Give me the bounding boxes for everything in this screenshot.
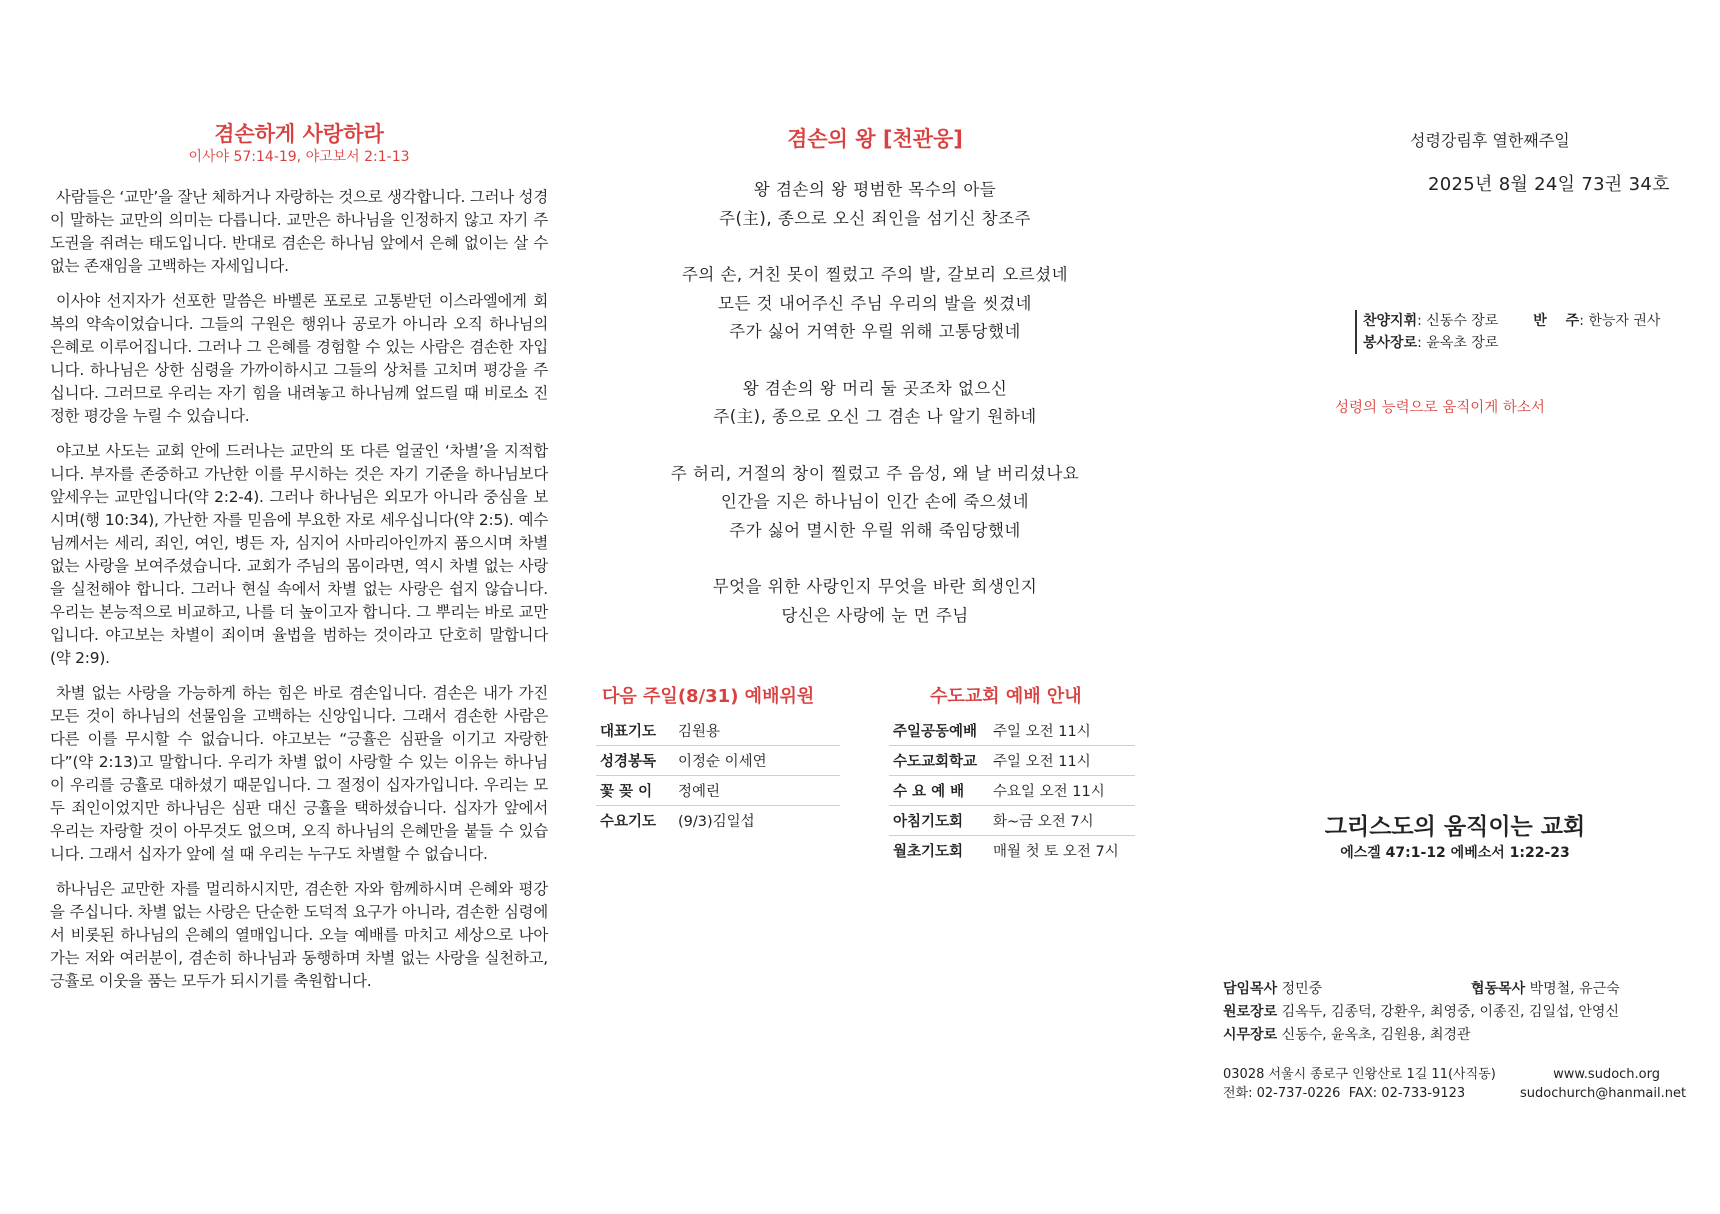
hymn-column (585, 124, 1165, 658)
hymn-line: 왕 겸손의 왕 평범한 목수의 아들 (753, 180, 997, 199)
next-week-role: 꽃 꽂 이 (596, 776, 674, 806)
senior-pastor-label: 담임목사 (1223, 981, 1278, 997)
next-week-table (596, 716, 840, 835)
service-elder-label: 봉사장로 (1363, 335, 1418, 351)
service-elder-value: : 윤옥초 장로 (1417, 335, 1499, 351)
worship-name: 아침기도회 (889, 806, 989, 836)
hymn-stanza (585, 460, 1165, 546)
staff-row (1363, 332, 1660, 354)
sermon-paragraph: 이사야 선지자가 선포한 말씀은 바벨론 포로로 고통받던 이스라엘에게 회복의 약속이었습니다. 그들의 구원은 행위나 공로가 아니라 오직 하나님의 은혜로 이루어집니다. 그러나 그 은혜를 경험할 수 있는 사람은 겸손한 자입니다. 하나님은 상한 심령을 가까이하시고 그들의 상처를 고치며 평강을 주십니다. 그러므로 우리는 자기 힘을 내려놓고 하나님께 엎드릴 때 비로소 진정한 평강을 누릴 수 있습니다. (50, 292, 548, 425)
hymn-stanza (585, 375, 1165, 432)
active-elders-value: 신동수, 윤옥초, 김원용, 최경관 (1281, 1027, 1471, 1043)
church-verse: 에스겔 47:1-12 에베소서 1:22-23 (1340, 845, 1570, 861)
active-elders-label: 시무장로 (1223, 1027, 1278, 1043)
next-week-name: 김원용 (674, 716, 840, 746)
bulletin-date: 2025년 8월 24일 73권 34호 (1428, 174, 1670, 195)
worship-name: 수도교회학교 (889, 746, 989, 776)
next-week-name: 이정순 이세연 (674, 746, 840, 776)
hymn-line: 주가 싫어 거역한 우릴 위해 고통당했네 (729, 322, 1021, 341)
table-row (889, 806, 1135, 836)
choir-label: 찬양지휘 (1363, 313, 1418, 329)
worship-time: 매월 첫 토 오전 7시 (993, 844, 1119, 860)
sermon-paragraph: 하나님은 교만한 자를 멀리하시지만, 겸손한 자와 함께하시며 은혜와 평강을 주십니다. 차별 없는 사랑은 단순한 도덕적 요구가 아니라, 겸손한 심령에서 비롯된 하나님의 은혜의 열매입니다. 오늘 예배를 마치고 세상으로 나아가는 저와 여러분이, 겸손히 하나님과 동행하며 차별 없는 사랑을 실천하고, 긍휼로 이웃을 품는 모두가 되시기를 축원합니다. (50, 880, 548, 990)
next-week-role: 대표기도 (596, 716, 674, 746)
pastor-row (1223, 1024, 1620, 1047)
table-row (889, 716, 1135, 746)
staff-row (1363, 310, 1660, 332)
next-week-name: 정예린 (674, 776, 840, 806)
hymn-line: 인간을 지은 하나님이 인간 손에 죽으셨네 (720, 492, 1030, 511)
church-motto: 성령의 능력으로 움직이게 하소서 (1335, 400, 1545, 416)
worship-guide-table (889, 716, 1135, 865)
sermon-reference: 이사야 57:14-19, 야고보서 2:1-13 (188, 149, 410, 165)
sermon-paragraph: 사람들은 ‘교만’을 잘난 체하거나 자랑하는 것으로 생각합니다. 그러나 성경이 말하는 교만의 의미는 다릅니다. 교만은 하나님을 인정하지 않고 자기 주도권을 쥐려는 태도입니다. 반대로 겸손은 하나님 앞에서 은혜 없이는 살 수 없는 존재임을 고백하는 자세입니다. (50, 188, 548, 275)
accompanist-value: : 한능자 권사 (1579, 313, 1661, 329)
sermon-paragraph: 차별 없는 사랑을 가능하게 하는 힘은 바로 겸손입니다. 겸손은 내가 가진 모든 것이 하나님의 선물임을 고백하는 신앙입니다. 그래서 겸손한 사람은 다른 이를 무시할 수 없습니다. 야고보는 “긍휼은 심판을 이기고 자랑한다”(약 2:13)고 말합니다. 우리가 차별 없이 사랑할 수 있는 이유는 하나님이 우리를 긍휼로 대하셨기 때문입니다. 그 절정이 십자가입니다. 우리는 모두 죄인이었지만 하나님은 심판 대신 긍휼을 택하셨습니다. 십자가 앞에서 우리는 자랑할 것이 아무것도 없으며, 오직 하나님의 은혜만을 붙들 수 있습니다. 그래서 십자가 앞에 설 때 우리는 누구도 차별할 수 없습니다. (50, 684, 548, 863)
sermon-paragraph: 야고보 사도는 교회 안에 드러나는 교만의 또 다른 얼굴인 ‘차별’을 지적합니다. 부자를 존중하고 가난한 이를 무시하는 것은 자기 기준을 하나님보다 앞세우는 교만입니다(약 2:2-4). 그러나 하나님은 외모가 아니라 중심을 보시며(행 10:34), 가난한 자를 믿음에 부요한 자로 세우십니다(약 2:5). 예수님께서는 세리, 죄인, 여인, 병든 자, 심지어 사마리아인까지 품으시며 차별 없는 사랑을 보여주셨습니다. 교회가 주님의 몸이라면, 역시 차별 없는 사랑을 실천해야 합니다. 그러나 현실 속에서 차별 없는 사랑은 쉽지 않습니다. 우리는 본능적으로 비교하고, 나를 더 높이고자 합니다. 그 뿌리는 바로 교만입니다. 야고보는 차별이 죄이며 율법을 범하는 것이라고 단호히 말합니다(약 2:9). (50, 442, 548, 667)
hymn-line: 주(主), 종으로 오신 죄인을 섬기신 창조주 (719, 208, 1031, 228)
sermon-column (50, 120, 548, 1005)
accompanist-label: 반 주 (1533, 313, 1580, 329)
worship-staff (1355, 310, 1660, 354)
contact-links (1520, 1065, 1687, 1103)
hymn-stanza (585, 573, 1165, 630)
church-address: 03028 서울시 종로구 인왕산로 1길 11(사직동) (1223, 1067, 1496, 1082)
hymn-stanza (585, 261, 1165, 347)
hymn-line: 왕 겸손의 왕 머리 둘 곳조차 없으신 (742, 378, 1008, 398)
choir-value: : 신동수 장로 (1417, 313, 1499, 329)
worship-name: 수 요 예 배 (889, 776, 989, 806)
table-row (889, 746, 1135, 776)
pastor-row (1223, 1001, 1620, 1024)
table-row (596, 716, 840, 746)
next-week-title: 다음 주일(8/31) 예배위원 (602, 686, 815, 707)
associate-pastor-label: 협동목사 (1471, 981, 1526, 997)
liturgical-season: 성령강림후 열한째주일 (1410, 131, 1570, 150)
hymn-line: 주의 손, 거친 못이 찔렀고 주의 발, 갈보리 오르셨네 (681, 265, 1069, 284)
church-website[interactable]: www.sudoch.org (1553, 1067, 1660, 1082)
table-row (889, 776, 1135, 806)
elders-value: 김옥두, 김종덕, 강환우, 최영중, 이종진, 김일섭, 안영신 (1281, 1004, 1619, 1020)
pastors-list (1223, 978, 1620, 1047)
hymn-line: 무엇을 위한 사랑인지 무엇을 바란 희생인지 (712, 577, 1038, 596)
contact-info (1223, 1065, 1496, 1103)
hymn-line: 당신은 사랑에 눈 먼 주님 (781, 605, 969, 625)
elders-label: 원로장로 (1223, 1004, 1278, 1020)
church-name: 그리스도의 움직이는 교회 (1324, 814, 1586, 840)
worship-name: 주일공동예배 (889, 716, 989, 746)
hymn-title: 겸손의 왕 [천관웅] (787, 127, 963, 151)
worship-guide-title: 수도교회 예배 안내 (930, 686, 1082, 707)
church-email[interactable]: sudochurch@hanmail.net (1520, 1086, 1687, 1101)
pastor-row (1223, 978, 1620, 1001)
worship-time: 주일 오전 11시 (989, 716, 1135, 746)
sermon-title: 겸손하게 사랑하라 (214, 122, 384, 146)
next-week-role: 수요기도 (600, 814, 657, 830)
worship-time: 주일 오전 11시 (989, 746, 1135, 776)
worship-time: 화~금 오전 7시 (989, 806, 1135, 836)
hymn-line: 주(主), 종으로 오신 그 겸손 나 알기 원하네 (713, 407, 1037, 426)
table-row (596, 776, 840, 806)
hymn-line: 모든 것 내어주신 주님 우리의 발을 씻겼네 (718, 293, 1032, 313)
table-row (596, 806, 840, 836)
next-week-role: 성경봉독 (596, 746, 674, 776)
worship-time: 수요일 오전 11시 (989, 776, 1135, 806)
hymn-stanza (585, 176, 1165, 233)
worship-name: 월초기도회 (893, 844, 964, 860)
next-week-name: (9/3)김일섭 (678, 814, 755, 830)
table-row (596, 746, 840, 776)
senior-pastor-value: 정민중 (1281, 981, 1323, 997)
church-phone: 전화: 02-737-0226 FAX: 02-733-9123 (1223, 1086, 1466, 1101)
associate-pastor-value: 박명철, 유근숙 (1529, 981, 1620, 997)
hymn-line: 주가 싫어 멸시한 우릴 위해 죽임당했네 (729, 520, 1021, 540)
hymn-line: 주 허리, 거절의 창이 찔렀고 주 음성, 왜 날 버리셨나요 (670, 463, 1080, 483)
table-row (889, 836, 1135, 866)
